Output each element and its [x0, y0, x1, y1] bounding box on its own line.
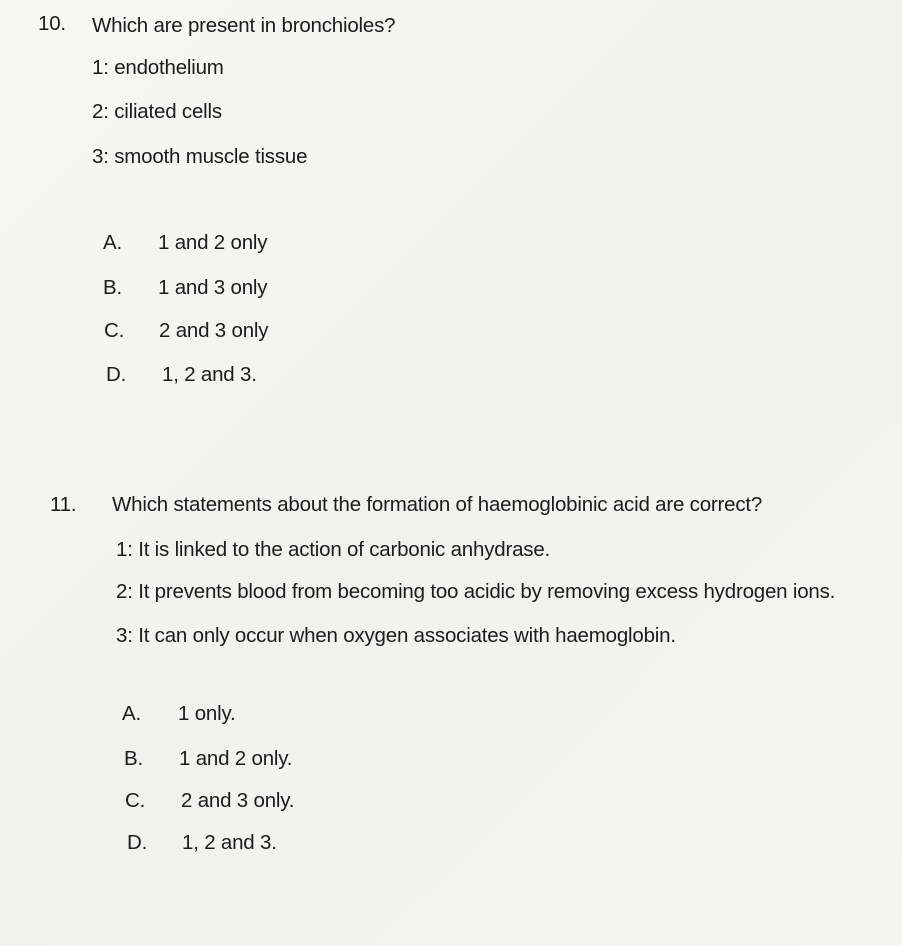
question-text: Which statements about the formation of haemoglobinic acid are correct?: [112, 493, 763, 516]
option-text: 1, 2 and 3.: [162, 363, 257, 386]
option-text: 1 and 2 only: [158, 231, 268, 254]
option-text: 2 and 3 only: [159, 319, 269, 342]
option-letter: A.: [103, 231, 122, 254]
option-text: 2 and 3 only.: [181, 789, 295, 812]
statement: 2: It prevents blood from becoming too acidic by removing excess hydrogen ions.: [116, 580, 836, 603]
question-number: 10.: [38, 12, 66, 35]
option-letter: C.: [125, 789, 146, 812]
option-letter: A.: [122, 702, 141, 725]
option-letter: C.: [104, 319, 125, 342]
statement: 1: It is linked to the action of carbonic anhydrase.: [116, 538, 551, 561]
option-text: 1 and 3 only: [158, 276, 268, 299]
statement: 3: smooth muscle tissue: [92, 145, 308, 168]
question-number: 11.: [50, 493, 77, 516]
option-letter: D.: [106, 363, 127, 386]
statement: 2: ciliated cells: [92, 100, 222, 123]
option-text: 1, 2 and 3.: [182, 831, 277, 854]
option-letter: B.: [103, 276, 122, 299]
option-letter: D.: [127, 831, 148, 854]
question-text: Which are present in bronchioles?: [92, 14, 396, 37]
option-letter: B.: [124, 747, 143, 770]
statement: 1: endothelium: [92, 56, 224, 79]
option-text: 1 only.: [178, 702, 236, 725]
option-text: 1 and 2 only.: [179, 747, 293, 770]
statement: 3: It can only occur when oxygen associates with haemoglobin.: [116, 624, 676, 647]
